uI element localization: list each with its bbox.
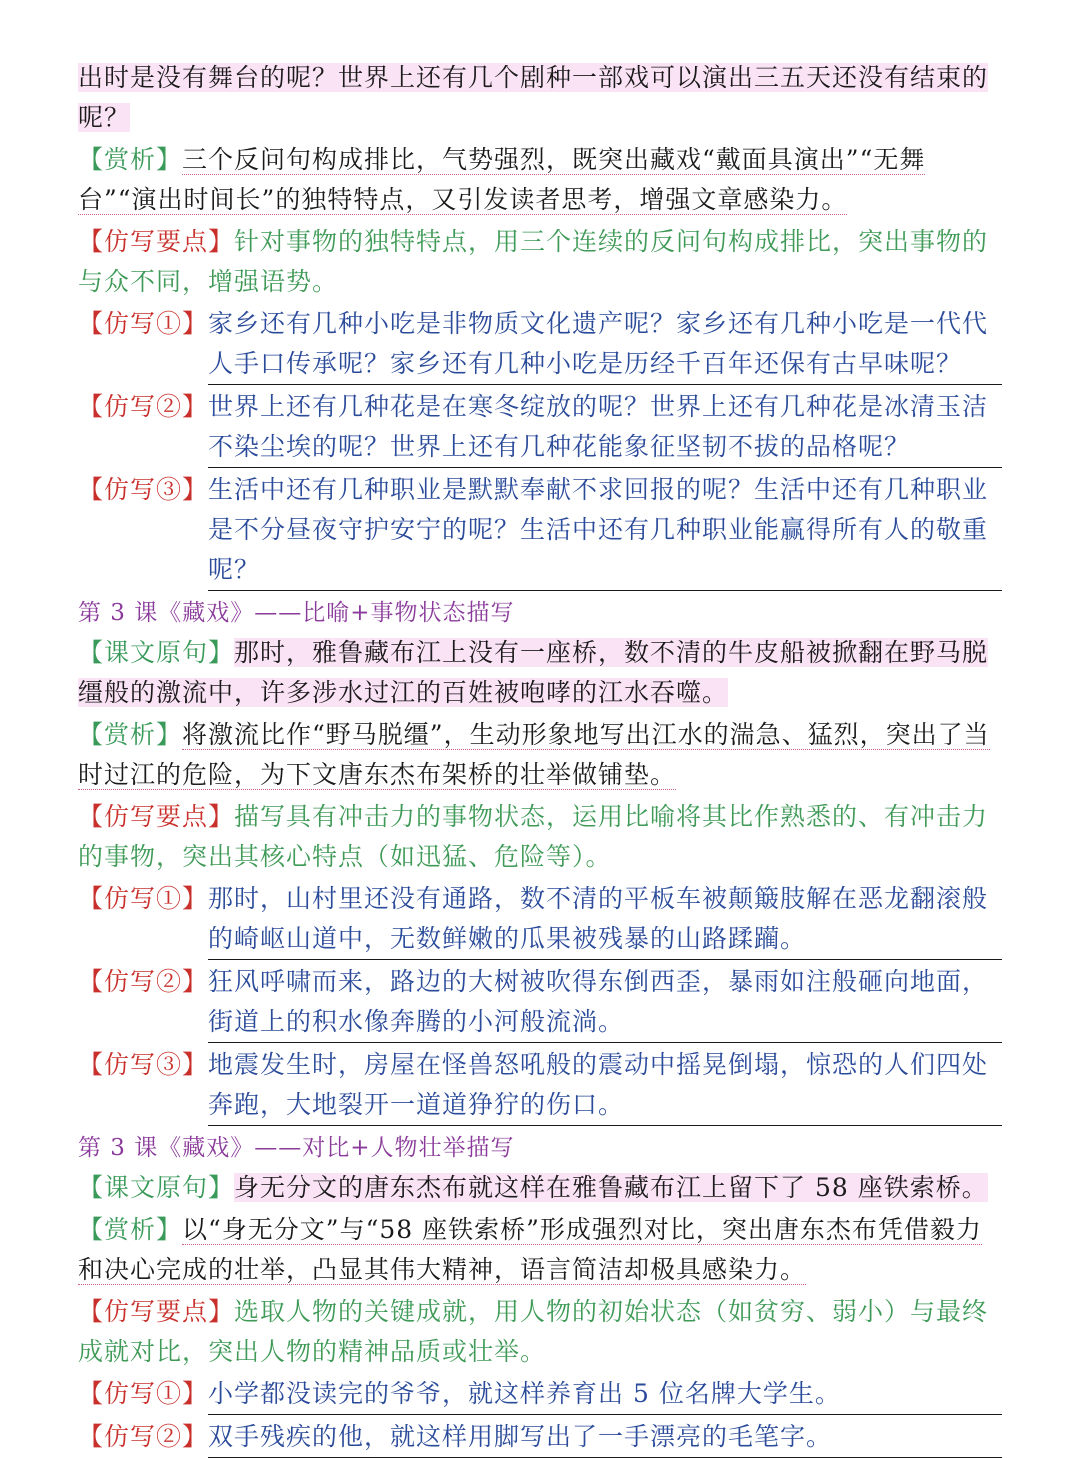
example-row	[78, 879, 1002, 960]
analysis-paragraph-1	[78, 140, 1002, 220]
example-row	[78, 1045, 1002, 1126]
example-text: 小学都没读完的爷爷，就这样养育出 5 位名牌大学生。	[208, 1374, 1002, 1415]
points-tag: 【仿写要点】	[78, 227, 235, 256]
points-paragraph-3	[78, 1292, 1002, 1372]
example-label: 【仿写②】	[78, 1422, 209, 1451]
example-text: 那时，山村里还没有通路，数不清的平板车被颠簸肢解在恶龙翻滚般的崎岖山道中，无数鲜嫩的瓜果被残暴的山路蹂躏。	[208, 879, 1002, 960]
example-text: 家乡还有几种小吃是非物质文化遗产呢？家乡还有几种小吃是一代代人手口传承呢？家乡还有几种小吃是历经千百年还保有古早味呢？	[208, 304, 1002, 385]
points-text: 描写具有冲击力的事物状态，运用比喻将其比作熟悉的、有冲击力的事物，突出其核心特点（如迅猛、危险等）。	[78, 802, 989, 871]
example-text: 生活中还有几种职业是默默奉献不求回报的呢？生活中还有几种职业是不分昼夜守护安宁的呢？生活中还有几种职业能赢得所有人的敬重呢？	[208, 470, 1002, 591]
analysis-paragraph-3	[78, 1210, 1002, 1290]
continued-text-highlight: 出时是没有舞台的呢？世界上还有几个剧种一部戏可以演出三五天还没有结束的呢？	[78, 63, 989, 132]
original-text: 身无分文的唐东杰布就这样在雅鲁藏布江上留下了 58 座铁索桥。	[234, 1173, 988, 1202]
original-sentence-paragraph	[78, 1168, 1002, 1208]
example-row	[78, 1417, 1002, 1458]
example-text: 世界上还有几种花是在寒冬绽放的呢？世界上还有几种花是冰清玉洁不染尘埃的呢？世界上还有几种花能象征坚韧不拔的品格呢？	[208, 387, 1002, 468]
points-tag: 【仿写要点】	[78, 1297, 235, 1326]
example-label: 【仿写①】	[78, 1379, 209, 1408]
analysis-text: 三个反问句构成排比，气势强烈，既突出藏戏“戴面具演出”“无舞台”“演出时间长”的独特特点，又引发读者思考，增强文章感染力。	[78, 145, 926, 214]
example-row	[78, 1374, 1002, 1415]
points-text: 针对事物的独特特点，用三个连续的反问句构成排比，突出事物的与众不同，增强语势。	[78, 227, 989, 296]
example-row	[78, 387, 1002, 468]
original-sentence-paragraph	[78, 633, 1002, 713]
points-tag: 【仿写要点】	[78, 802, 235, 831]
example-row	[78, 962, 1002, 1043]
example-label: 【仿写②】	[78, 392, 209, 421]
example-label: 【仿写②】	[78, 967, 209, 996]
original-text: 那时，雅鲁藏布江上没有一座桥，数不清的牛皮船被掀翻在野马脱缰般的激流中，许多涉水过江的百姓被咆哮的江水吞噬。	[78, 638, 989, 707]
example-label: 【仿写③】	[78, 1050, 209, 1079]
analysis-tag: 【赏析】	[78, 720, 183, 749]
section-heading: 第 3 课《藏戏》——比喻+事物状态描写	[78, 600, 515, 626]
original-tag: 【课文原句】	[78, 1173, 235, 1202]
points-text: 选取人物的关键成就，用人物的初始状态（如贫穷、弱小）与最终成就对比，突出人物的精神品质或壮举。	[78, 1297, 989, 1366]
example-label: 【仿写③】	[78, 475, 209, 504]
example-row	[78, 470, 1002, 591]
example-text: 地震发生时，房屋在怪兽怒吼般的震动中摇晃倒塌，惊恐的人们四处奔跑，大地裂开一道道狰狞的伤口。	[208, 1045, 1002, 1126]
analysis-tag: 【赏析】	[78, 1215, 183, 1244]
example-row	[78, 304, 1002, 385]
analysis-text: 以“身无分文”与“58 座铁索桥”形成强烈对比，突出唐东杰布凭借毅力和决心完成的壮举，凸显其伟大精神，语言简洁却极具感染力。	[78, 1215, 982, 1284]
analysis-tag: 【赏析】	[78, 145, 183, 174]
points-paragraph-1	[78, 222, 1002, 302]
example-text: 双手残疾的他，就这样用脚写出了一手漂亮的毛笔字。	[208, 1417, 1002, 1458]
analysis-text: 将激流比作“野马脱缰”，生动形象地写出江水的湍急、猛烈，突出了当时过江的危险，为下文唐东杰布架桥的壮举做铺垫。	[78, 720, 990, 789]
example-label: 【仿写①】	[78, 884, 209, 913]
continued-text	[78, 58, 1002, 138]
section-heading: 第 3 课《藏戏》——对比+人物壮举描写	[78, 1135, 515, 1161]
original-tag: 【课文原句】	[78, 638, 235, 667]
example-text: 狂风呼啸而来，路边的大树被吹得东倒西歪，暴雨如注般砸向地面，街道上的积水像奔腾的小河般流淌。	[208, 962, 1002, 1043]
points-paragraph-2	[78, 797, 1002, 877]
analysis-paragraph-2	[78, 715, 1002, 795]
example-label: 【仿写①】	[78, 309, 209, 338]
